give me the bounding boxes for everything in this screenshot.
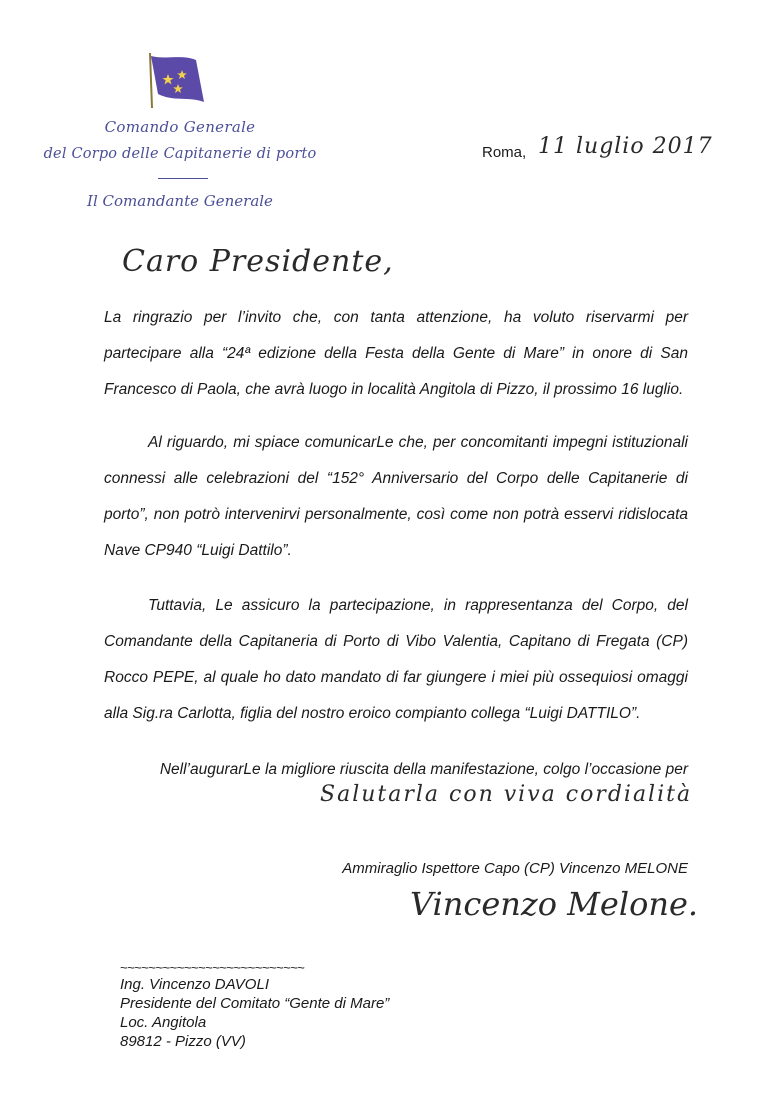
letterhead-command: Comando Generale xyxy=(104,118,256,136)
addressee-separator: ~~~~~~~~~~~~~~~~~~~~~~~~~~ xyxy=(120,960,305,975)
addressee-block xyxy=(120,975,389,1051)
salutation-handwritten: Caro Presidente, xyxy=(122,244,394,279)
date-city: Roma, xyxy=(482,144,527,161)
closing-handwritten: Salutarla con viva cordialità xyxy=(320,782,693,807)
date-handwritten: 11 luglio 2017 xyxy=(538,134,713,159)
addressee-locality: Loc. Angitola xyxy=(120,1014,207,1031)
letterhead-corps: del Corpo delle Capitanerie di porto xyxy=(43,146,317,162)
body-paragraph-4: Nell’augurarLe la migliore riuscita della manifestazione, colgo l’occasione per xyxy=(159,761,688,778)
addressee-title: Presidente del Comitato “Gente di Mare” xyxy=(120,995,390,1012)
flag-emblem xyxy=(138,50,210,110)
signatory-name: Ammiraglio Ispettore Capo (CP) Vincenzo MELONE xyxy=(342,860,688,877)
letterhead-commander: Il Comandante Generale xyxy=(87,192,273,210)
body-paragraph-2: Al riguardo, mi spiace comunicarLe che, per concomitanti impegni istituzionali connessi alle celebrazioni del “152° Anniversario del Corpo delle Capitanerie di porto”, non potrò intervenirvi personalmente, così come non potrà esservi ridislocata Nave CP940 “Luigi Dattilo”. xyxy=(104,434,688,559)
handwritten-signature: Vincenzo Melone. xyxy=(410,885,699,923)
addressee-name: Ing. Vincenzo DAVOLI xyxy=(120,976,269,993)
body-paragraph-1: La ringrazio per l’invito che, con tanta attenzione, ha voluto riservarmi per partecipare alla “24ª edizione della Festa della Gente di Mare” in onore di San Francesco di Paola, che avrà luogo in località Angitola di Pizzo, il prossimo 16 luglio. xyxy=(104,309,688,398)
addressee-postcode-city: 89812 - Pizzo (VV) xyxy=(120,1033,246,1050)
body-paragraph-3: Tuttavia, Le assicuro la partecipazione, in rappresentanza del Corpo, del Comandante della Capitaneria di Porto di Vibo Valentia, Capitano di Fregata (CP) Rocco PEPE, al quale ho dato mandato di far giungere i miei più ossequiosi omaggi alla Sig.ra Carlotta, figlia del nostro eroico compianto collega “Luigi DATTILO”. xyxy=(104,597,688,722)
letterhead-divider xyxy=(158,178,208,179)
